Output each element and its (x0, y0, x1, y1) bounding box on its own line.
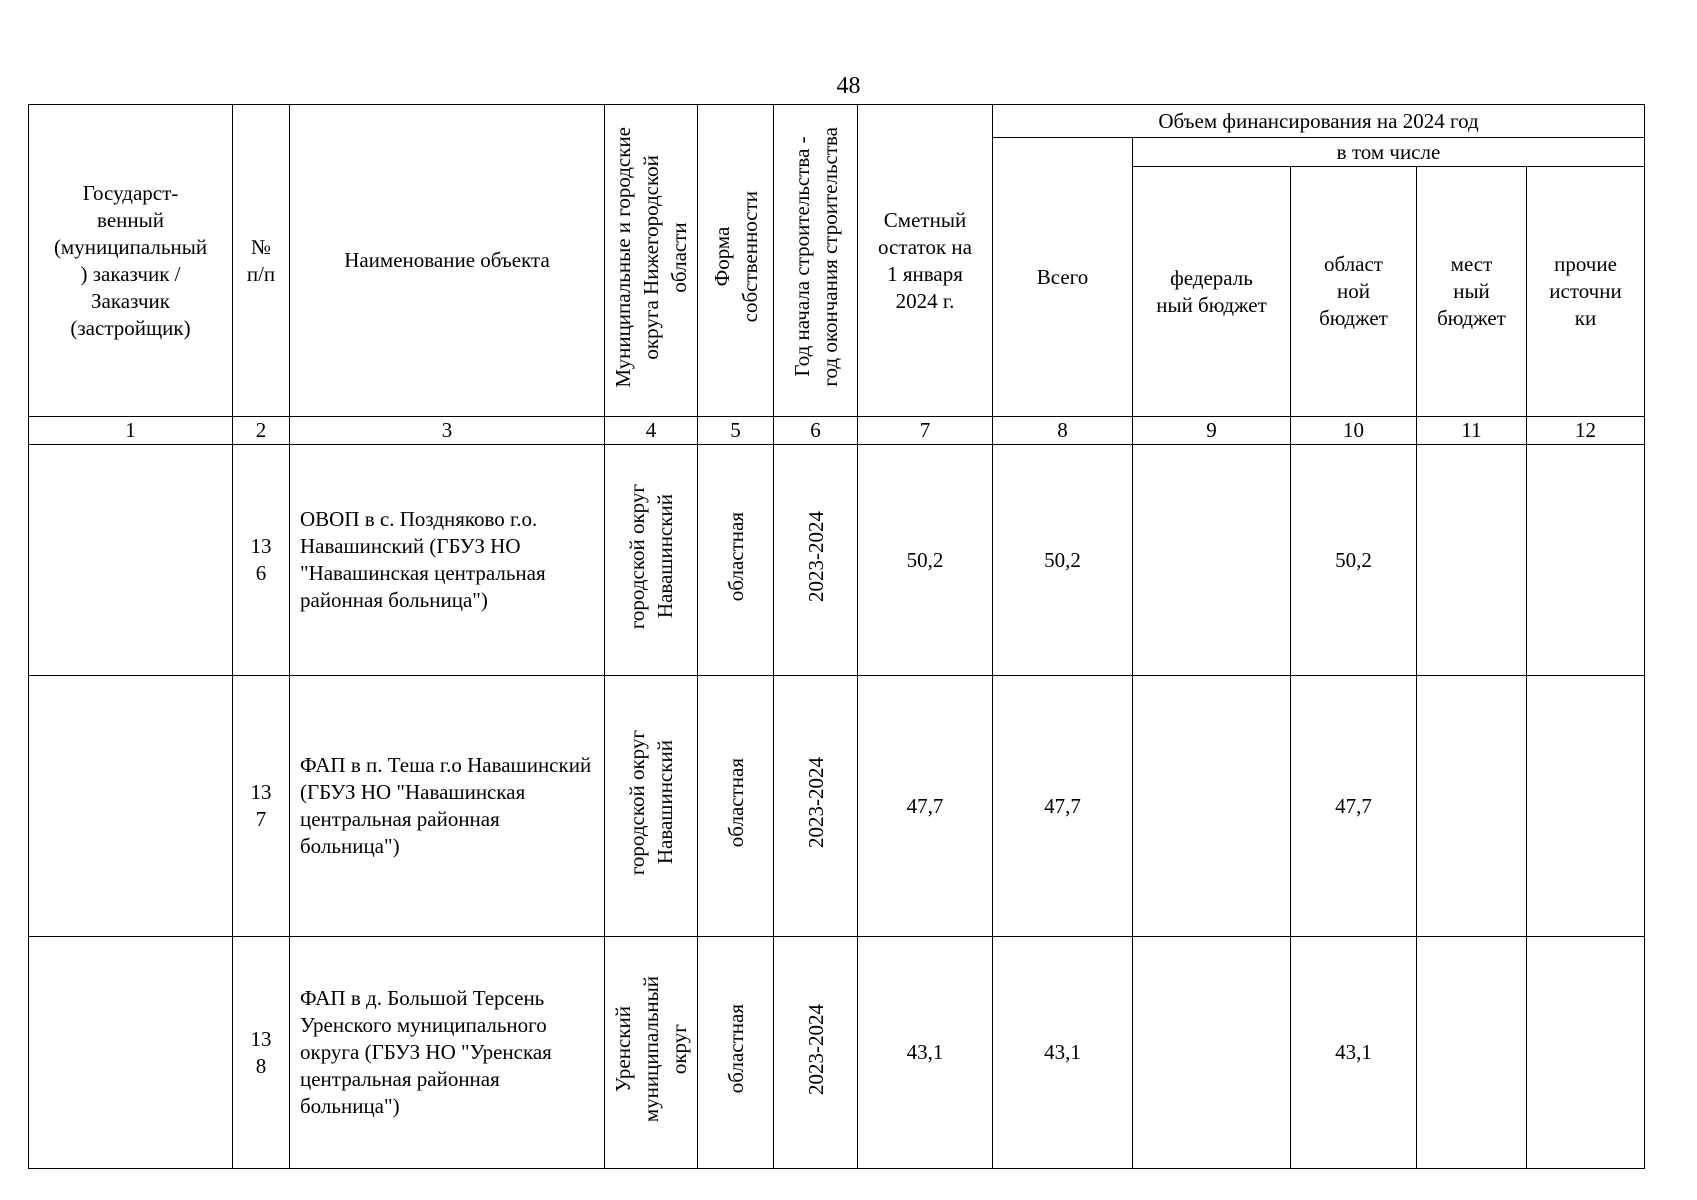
table-row (29, 445, 1645, 676)
row-regional: 47,7 (1291, 676, 1417, 937)
header-including: в том числе (1133, 138, 1645, 167)
row-total: 43,1 (993, 937, 1133, 1169)
header-ownership-text: Форма собственности (709, 191, 762, 323)
header-district-text: Муниципальные и городские округа Нижегородской области (611, 126, 691, 388)
row-federal (1133, 676, 1291, 937)
header-other-sources: прочие источни ки (1527, 167, 1645, 417)
table-row (29, 676, 1645, 937)
row-customer (29, 937, 233, 1169)
header-regional-budget: област ной бюджет (1291, 167, 1417, 417)
row-customer (29, 445, 233, 676)
row-ownership (698, 937, 774, 1169)
row-other (1527, 445, 1645, 676)
header-financing: Объем финансирования на 2024 год (993, 105, 1645, 138)
row-district-text: городской округ Навашинский (625, 483, 677, 630)
row-district-text: городской округ Навашинский (625, 729, 677, 876)
row-balance: 43,1 (858, 937, 993, 1169)
header-number: № п/п (233, 105, 290, 417)
header-years-text: Год начала строительства - год окончания строительства (789, 127, 842, 387)
column-number: 1 (29, 417, 233, 445)
row-ownership (698, 445, 774, 676)
header-district (605, 105, 698, 417)
row-years (774, 937, 858, 1169)
row-district (605, 937, 698, 1169)
header-total: Всего (993, 138, 1133, 417)
row-years (774, 445, 858, 676)
header-object-name: Наименование объекта (290, 105, 605, 417)
row-ownership-text: областная (723, 1004, 748, 1094)
row-federal (1133, 445, 1291, 676)
header-customer: Государст- венный (муниципальный ) заказчик / Заказчик (застройщик) (29, 105, 233, 417)
column-number: 12 (1527, 417, 1645, 445)
column-number: 7 (858, 417, 993, 445)
column-number: 8 (993, 417, 1133, 445)
financing-table (28, 104, 1645, 1169)
row-regional: 43,1 (1291, 937, 1417, 1169)
row-regional: 50,2 (1291, 445, 1417, 676)
row-federal (1133, 937, 1291, 1169)
row-years-text: 2023-2024 (803, 757, 828, 848)
row-years-text: 2023-2024 (803, 1003, 828, 1095)
row-district (605, 676, 698, 937)
column-number: 10 (1291, 417, 1417, 445)
row-other (1527, 937, 1645, 1169)
row-local (1417, 937, 1527, 1169)
column-number: 6 (774, 417, 858, 445)
row-ownership-text: областная (723, 757, 748, 848)
header-local-budget: мест ный бюджет (1417, 167, 1527, 417)
row-district (605, 445, 698, 676)
row-local (1417, 676, 1527, 937)
row-district-text: Уренский муниципальный округ (611, 975, 691, 1123)
row-customer (29, 676, 233, 937)
column-number: 4 (605, 417, 698, 445)
header-years (774, 105, 858, 417)
row-total: 47,7 (993, 676, 1133, 937)
row-number: 13 6 (233, 445, 290, 676)
row-local (1417, 445, 1527, 676)
column-number: 11 (1417, 417, 1527, 445)
row-object-name: ФАП в д. Большой Терсень Уренского муниципального округа (ГБУЗ НО "Уренская центральная районная больница") (290, 937, 605, 1169)
header-ownership (698, 105, 774, 417)
row-ownership-text: областная (723, 511, 748, 602)
table-row (29, 937, 1645, 1169)
header-estimated-balance: Сметный остаток на 1 января 2024 г. (858, 105, 993, 417)
row-total: 50,2 (993, 445, 1133, 676)
row-balance: 47,7 (858, 676, 993, 937)
page-number: 48 (836, 73, 861, 99)
row-years (774, 676, 858, 937)
column-numbers-row (29, 417, 1645, 445)
row-balance: 50,2 (858, 445, 993, 676)
row-object-name: ФАП в п. Теша г.о Навашинский (ГБУЗ НО "Навашинская центральная районная больница") (290, 676, 605, 937)
row-number: 13 8 (233, 937, 290, 1169)
row-ownership (698, 676, 774, 937)
row-other (1527, 676, 1645, 937)
row-object-name: ОВОП в с. Поздняково г.о. Навашинский (ГБУЗ НО "Навашинская центральная районная больница") (290, 445, 605, 676)
header-row-1 (29, 105, 1645, 138)
column-number: 2 (233, 417, 290, 445)
row-number: 13 7 (233, 676, 290, 937)
row-years-text: 2023-2024 (803, 511, 828, 602)
column-number: 5 (698, 417, 774, 445)
column-number: 9 (1133, 417, 1291, 445)
column-number: 3 (290, 417, 605, 445)
header-federal-budget: федераль ный бюджет (1133, 167, 1291, 417)
